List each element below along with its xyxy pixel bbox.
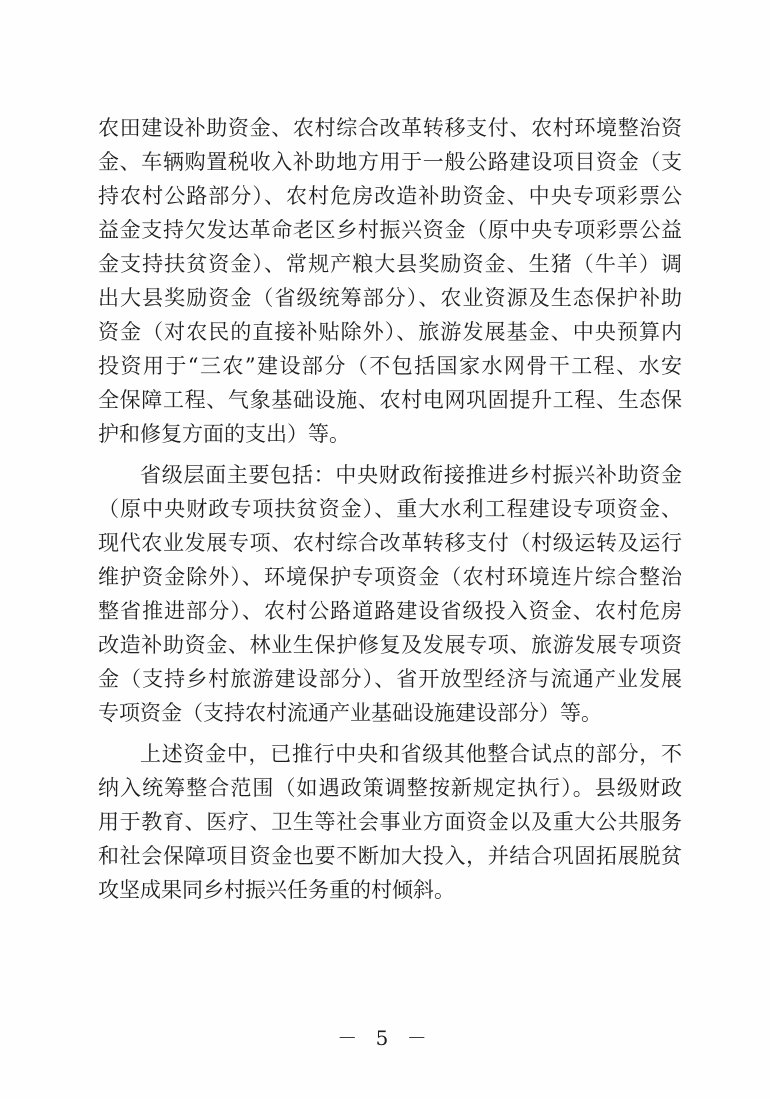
text-line: 用于教育、医疗、卫生等社会事业方面资金以及重大公共服务	[98, 810, 682, 834]
text-line: 维护资金除外）、环境保护专项资金（农村环境连片综合整治	[98, 565, 682, 589]
text-line: 攻坚成果同乡村振兴任务重的村倾斜。	[98, 878, 455, 902]
text-line: 和社会保障项目资金也要不断加大投入，并结合巩固拓展脱贫	[98, 844, 682, 868]
text-line: 纳入统筹整合范围（如遇政策调整按新规定执行）。县级财政	[98, 776, 682, 800]
text-line: 改造补助资金、林业生保护修复及发展专项、旅游发展专项资	[98, 633, 682, 657]
text-line: 护和修复方面的支出）等。	[98, 422, 350, 446]
text-line: 资金（对农民的直接补贴除外）、旅游发展基金、中央预算内	[98, 320, 682, 344]
text-line: 投资用于“三农”建设部分（不包括国家水网骨干工程、水安	[98, 354, 682, 378]
text-line: 农田建设补助资金、农村综合改革转移支付、农村环境整治资	[98, 116, 682, 140]
text-line: 全保障工程、气象基础设施、农村电网巩固提升工程、生态保	[98, 388, 682, 412]
paragraph-gap	[98, 730, 682, 737]
paragraph-3	[98, 737, 682, 907]
text-line: 省级层面主要包括：中央财政衔接推进乡村振兴补助资金	[140, 463, 682, 487]
text-line: （原中央财政专项扶贫资金）、重大水利工程建设专项资金、	[98, 497, 682, 521]
body-text	[98, 111, 682, 907]
text-line: 整省推进部分）、农村公路道路建设省级投入资金、农村危房	[98, 599, 682, 623]
paragraph-gap	[98, 451, 682, 458]
text-line: 专项资金（支持农村流通产业基础设施建设部分）等。	[98, 701, 602, 725]
text-line: 现代农业发展专项、农村综合改革转移支付（村级运转及运行	[98, 531, 682, 555]
text-line: 益金支持欠发达革命老区乡村振兴资金（原中央专项彩票公益	[98, 218, 682, 242]
text-line: 上述资金中，已推行中央和省级其他整合试点的部分，不	[140, 742, 682, 766]
paragraph-2	[98, 458, 682, 730]
page-number: － 5 －	[337, 1026, 433, 1050]
text-line: 出大县奖励资金（省级统筹部分）、农业资源及生态保护补助	[98, 286, 682, 310]
text-line: 金（支持乡村旅游建设部分）、省开放型经济与流通产业发展	[98, 667, 682, 691]
text-line: 金支持扶贫资金）、常规产粮大县奖励资金、生猪（牛羊）调	[98, 252, 682, 276]
text-line: 持农村公路部分）、农村危房改造补助资金、中央专项彩票公	[98, 184, 682, 208]
paragraph-1	[98, 111, 682, 451]
text-line: 金、车辆购置税收入补助地方用于一般公路建设项目资金（支	[98, 150, 682, 174]
